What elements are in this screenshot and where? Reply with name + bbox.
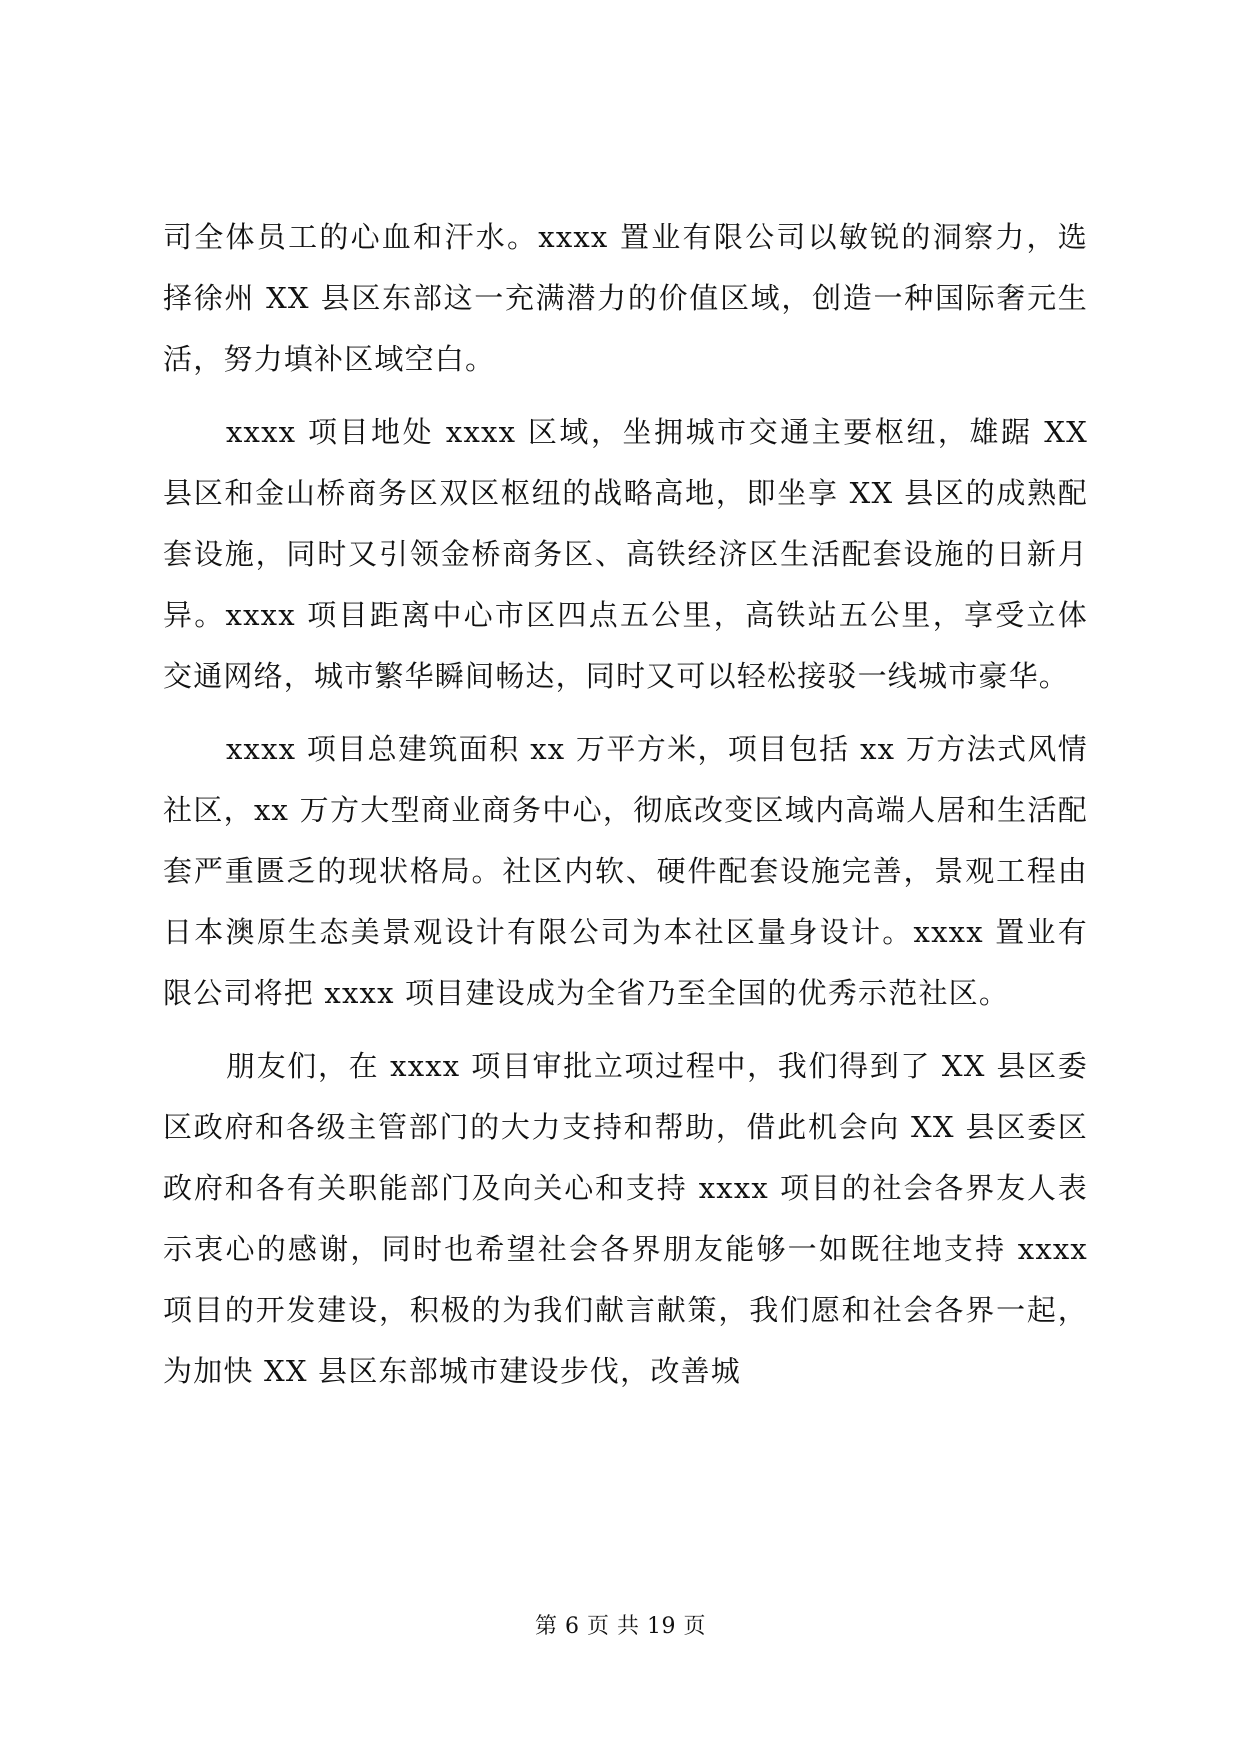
paragraph-4: 朋友们，在 xxxx 项目审批立项过程中，我们得到了 XX 县区委区政府和各级主管部门的大力支持和帮助，借此机会向 XX 县区委区政府和各有关职能部门及向关心和支持 xxxx 项目的社会各界友人表示衷心的感谢，同时也希望社会各界朋友能够一如既往地支持 xxxx 项目的开发建设，积极的为我们献言献策，我们愿和社会各界一起，为加快 XX 县区东部城市建设步伐，改善城 <box>163 1049 1088 1388</box>
page-number-footer: 第 6 页 共 19 页 <box>535 1614 706 1639</box>
document-body <box>163 207 1088 1414</box>
paragraph-3: xxxx 项目总建筑面积 xx 万平方米，项目包括 xx 万方法式风情社区，xx 万方大型商业商务中心，彻底改变区域内高端人居和生活配套严重匮乏的现状格局。社区内软、硬件配套设施完善，景观工程由日本澳原生态美景观设计有限公司为本社区量身设计。xxxx 置业有限公司将把 xxxx 项目建设成为全省乃至全国的优秀示范社区。 <box>163 732 1088 1010</box>
paragraph-2: xxxx 项目地处 xxxx 区域，坐拥城市交通主要枢纽，雄踞 XX 县区和金山桥商务区双区枢纽的战略高地，即坐享 XX 县区的成熟配套设施，同时又引领金桥商务区、高铁经济区生活配套设施的日新月异。xxxx 项目距离中心市区四点五公里，高铁站五公里，享受立体交通网络，城市繁华瞬间畅达，同时又可以轻松接驳一线城市豪华。 <box>163 415 1088 693</box>
paragraph-1: 司全体员工的心血和汗水。xxxx 置业有限公司以敏锐的洞察力，选择徐州 XX 县区东部这一充满潜力的价值区域，创造一种国际奢元生活，努力填补区域空白。 <box>163 220 1088 376</box>
